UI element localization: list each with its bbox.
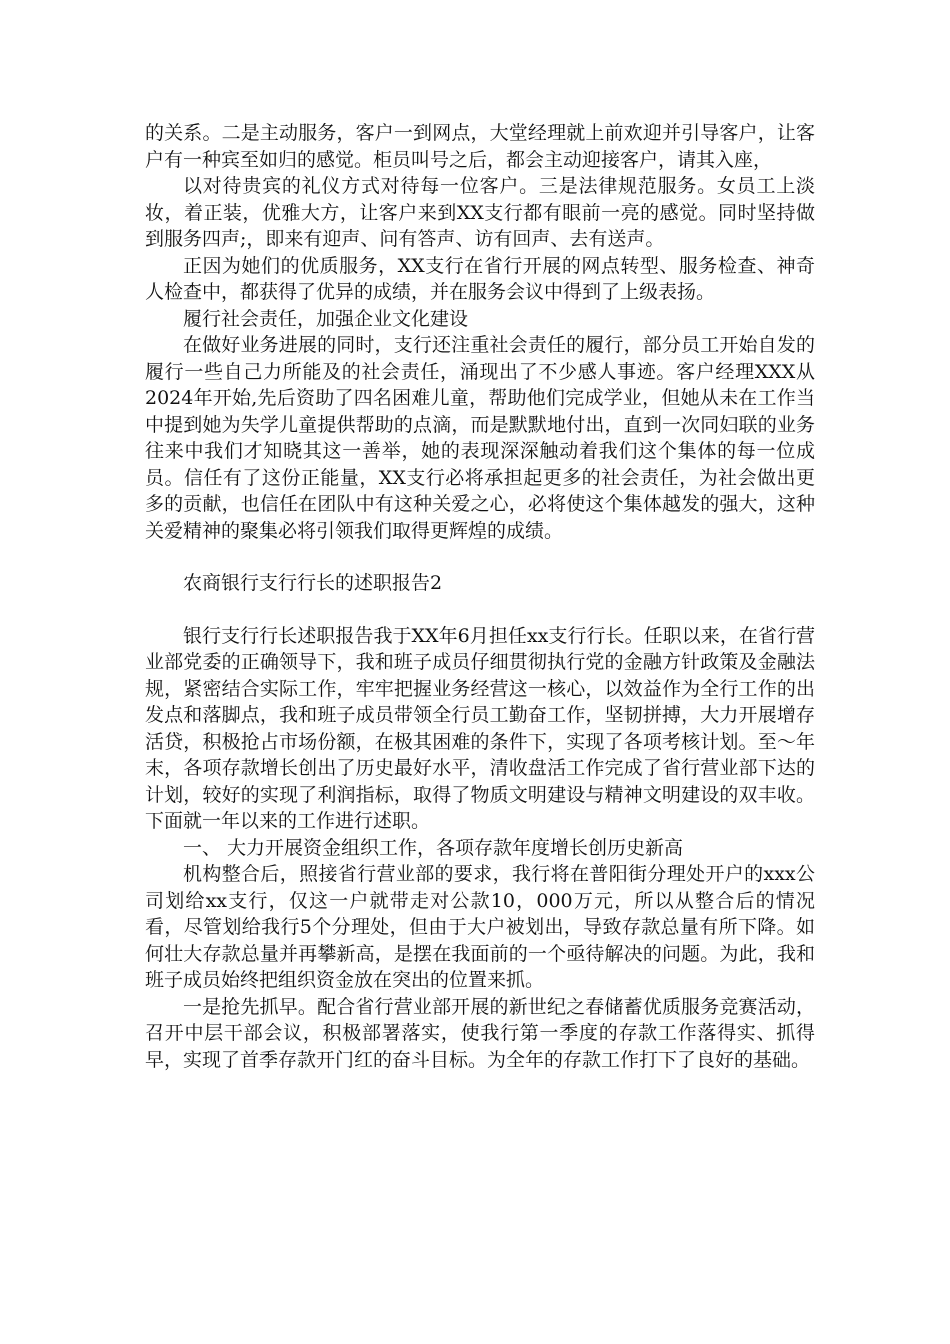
document-body [145, 120, 815, 1073]
section-heading: 一、 大力开展资金组织工作，各项存款年度增长创历史新高 [183, 836, 684, 859]
report-title: 农商银行支行行长的述职报告2 [183, 572, 443, 594]
paragraph: 一是抢先抓早。配合省行营业部开展的新世纪之春储蓄优质服务竞赛活动，召开中层干部会议，积极部署落实，使我行第一季度的存款工作落得实、抓得早，实现了首季存款开门红的奋斗目标。为全年的存款工作打下了良好的基础。 [145, 995, 815, 1071]
paragraph: 的关系。二是主动服务，客户一到网点，大堂经理就上前欢迎并引导客户，让客户有一种宾至如归的感觉。柜员叫号之后，都会主动迎接客户，请其入座， [145, 122, 815, 171]
paragraph: 银行支行行长述职报告我于XX年6月担任xx支行行长。任职以来，在省行营业部党委的正确领导下，我和班子成员仔细贯彻执行党的金融方针政策及金融法规，紧密结合实际工作，牢牢把握业务经营这一核心，以效益作为全行工作的出发点和落脚点，我和班子成员带领全行员工勤奋工作，坚韧拼搏，大力开展增存活贷，积极抢占市场份额，在极其困难的条件下，实现了各项考核计划。至～年末，各项存款增长创出了历史最好水平，清收盘活工作完成了省行营业部下达的计划，较好的实现了利润指标，取得了物质文明建设与精神文明建设的双丰收。下面就一年以来的工作进行述职。 [145, 624, 815, 832]
paragraph: 以对待贵宾的礼仪方式对待每一位客户。三是法律规范服务。女员工上淡妆，着正装，优雅大方，让客户来到XX支行都有眼前一亮的感觉。同时坚持做到服务四声;，即来有迎声、问有答声、访有回声、去有送声。 [145, 175, 815, 250]
paragraph: 正因为她们的优质服务，XX支行在省行开展的网点转型、服务检查、神奇人检查中，都获得了优异的成绩，并在服务会议中得到了上级表扬。 [145, 254, 815, 303]
section-heading: 履行社会责任，加强企业文化建设 [183, 307, 469, 330]
paragraph: 在做好业务进展的同时，支行还注重社会责任的履行，部分员工开始自发的履行一些自己力所能及的社会责任，涌现出了不少感人事迹。客户经理XXX从2024年开始,先后资助了四名困难儿童，帮助他们完成学业，但她从未在工作当中提到她为失学儿童提供帮助的点滴，而是默默地付出，直到一次同妇联的业务往来中我们才知晓其这一善举，她的表现深深触动着我们这个集体的每一位成员。信任有了这份正能量，XX支行必将承担起更多的社会责任，为社会做出更多的贡献，也信任在团队中有这种关爱之心，必将使这个集体越发的强大，这种关爱精神的聚集必将引领我们取得更辉煌的成绩。 [145, 334, 815, 542]
paragraph: 机构整合后，照接省行营业部的要求，我行将在普阳街分理处开户的xxx公司划给xx支行，仅这一户就带走对公款10，000万元，所以从整合后的情况看，尽管划给我行5个分理处，但由于大户被划出，导致存款总量有所下降。如何壮大存款总量并再攀新高，是摆在我面前的一个亟待解决的问题。为此，我和班子成员始终把组织资金放在突出的位置来抓。 [145, 863, 815, 991]
